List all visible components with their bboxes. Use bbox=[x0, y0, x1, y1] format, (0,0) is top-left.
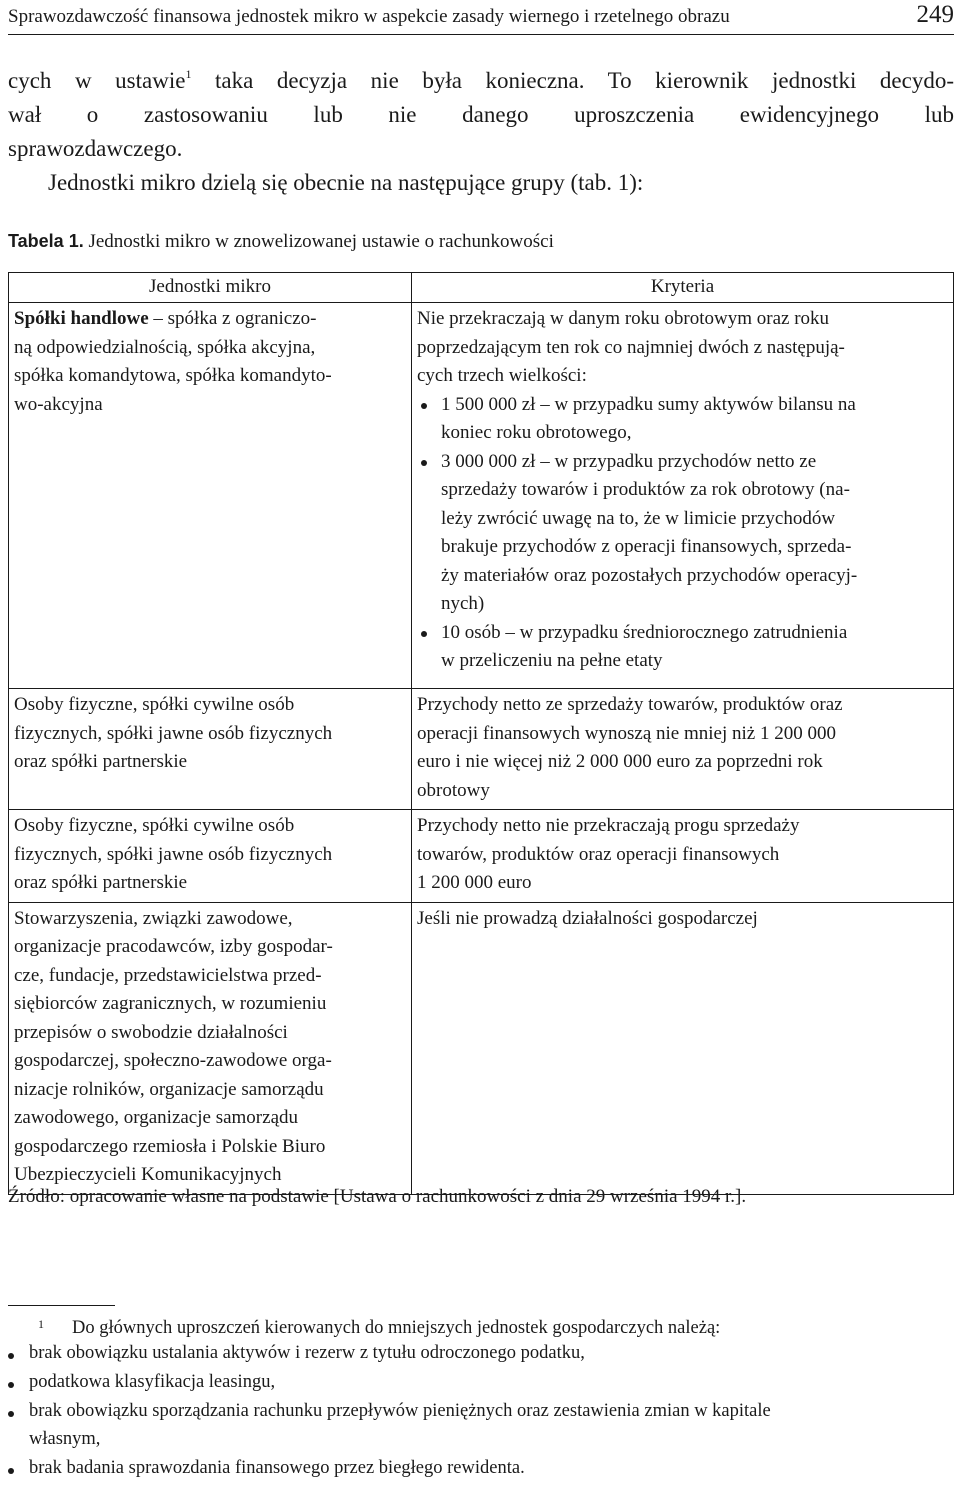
bullet-icon bbox=[8, 1353, 14, 1359]
intro-line-2: wał o zastosowaniu lub nie danego uproszczenia ewidencyjnego lub bbox=[8, 102, 954, 127]
intro-line-3: sprawozdawczego. bbox=[8, 136, 183, 161]
criteria-line: euro i nie więcej niż 2 000 000 euro za poprzedni rok bbox=[417, 751, 823, 772]
entity-line: oraz spółki partnerskie bbox=[14, 751, 188, 772]
intro-paragraph bbox=[8, 64, 954, 166]
criteria-bullet-item bbox=[417, 619, 945, 676]
footnote-intro-text: Do głównych uproszczeń kierowanych do mniejszych jednostek gospodarczych należą: bbox=[72, 1318, 721, 1338]
criteria-bullet-item bbox=[417, 448, 945, 619]
bullet-line: brakuje przychodów z operacji finansowych, sprzeda- bbox=[441, 536, 852, 557]
table-cell-entity bbox=[9, 689, 412, 810]
bullet-icon bbox=[8, 1382, 14, 1388]
table-row bbox=[9, 689, 954, 810]
entity-line: ną odpowiedzialnością, spółka akcyjna, bbox=[14, 336, 316, 358]
bullet-line: koniec roku obrotowego, bbox=[441, 422, 632, 443]
table-cell-criteria bbox=[412, 810, 954, 903]
footnote-reference[interactable]: 1 bbox=[185, 67, 192, 81]
footnote-separator bbox=[8, 1305, 115, 1306]
entity-line: Stowarzyszenia, związki zawodowe, bbox=[14, 907, 293, 929]
criteria-bullet-item bbox=[417, 391, 945, 448]
entity-line: Ubezpieczycieli Komunikacyjnych bbox=[14, 1164, 282, 1185]
column-header-entities: Jednostki mikro bbox=[9, 273, 412, 303]
entity-line: oraz spółki partnerskie bbox=[14, 872, 188, 893]
bullet-line: 10 osób – w przypadku średniorocznego zatrudnienia bbox=[441, 621, 848, 643]
criteria-line: Przychody netto ze sprzedaży towarów, produktów oraz bbox=[417, 694, 843, 715]
intro-line-4: Jednostki mikro dzielą się obecnie na następujące grupy (tab. 1): bbox=[48, 170, 644, 195]
criteria-line: 1 200 000 euro bbox=[417, 872, 532, 893]
entity-line: siębiorców zagranicznych, w rozumieniu bbox=[14, 993, 327, 1014]
table-cell-criteria bbox=[412, 902, 954, 1194]
table-cell-criteria bbox=[412, 303, 954, 689]
running-title: Sprawozdawczość finansowa jednostek mikro w aspekcie zasady wiernego i rzetelnego obrazu bbox=[8, 6, 730, 27]
criteria-line: cych trzech wielkości: bbox=[417, 365, 587, 386]
entity-line: gospodarczej, społeczno-zawodowe orga- bbox=[14, 1050, 332, 1071]
entity-line: Spółki handlowe – spółka z ograniczo- bbox=[14, 308, 317, 329]
table-cell-entity bbox=[9, 303, 412, 689]
table-caption-label: Tabela 1. bbox=[8, 231, 84, 251]
table-cell-entity bbox=[9, 810, 412, 903]
criteria-line: Nie przekraczają w danym roku obrotowym oraz roku bbox=[417, 308, 830, 329]
criteria-line: towarów, produktów oraz operacji finansowych bbox=[417, 843, 780, 865]
bullet-line: leży zwrócić uwagę na to, że w limicie przychodów bbox=[441, 507, 836, 529]
entity-line: Osoby fizyczne, spółki cywilne osób bbox=[14, 815, 295, 836]
bullet-line: 3 000 000 zł – w przypadku przychodów netto ze bbox=[441, 450, 817, 472]
table-source-note: Źródło: opracowanie własne na podstawie [Ustawa o rachunkowości z dnia 29 września 1994 r.]. bbox=[8, 1186, 747, 1207]
bullet-line: w przeliczeniu na pełne etaty bbox=[441, 650, 663, 671]
table-row bbox=[9, 902, 954, 1194]
intro-line-1: cych w ustawie$^1$ taka decyzja nie była konieczna. To kierownik jednostki decydo- bbox=[8, 67, 954, 93]
entity-line: przepisów o swobodzie działalności bbox=[14, 1021, 288, 1043]
entity-line: spółka komandytowa, spółka komandyto- bbox=[14, 365, 332, 386]
table-caption-text: Jednostki mikro w znowelizowanej ustawie o rachunkowości bbox=[83, 231, 554, 252]
criteria-line: poprzedzającym ten rok co najmniej dwóch z następują- bbox=[417, 336, 845, 358]
entity-line: organizacje pracodawców, izby gospodar- bbox=[14, 936, 333, 957]
table-cell-criteria bbox=[412, 689, 954, 810]
table-row bbox=[9, 303, 954, 689]
criteria-line: Jeśli nie prowadzą działalności gospodarczej bbox=[417, 907, 758, 929]
entity-bold-term: Spółki handlowe bbox=[14, 308, 149, 329]
footnote-number: 1 bbox=[38, 1317, 44, 1331]
entity-line: cze, fundacje, przedstawicielstwa przed- bbox=[14, 964, 322, 986]
entity-line: nizacje rolników, organizacje samorządu bbox=[14, 1078, 324, 1100]
bullet-line: sprzedaży towarów i produktów za rok obrotowy (na- bbox=[441, 479, 850, 500]
entity-line: zawodowego, organizacje samorządu bbox=[14, 1107, 298, 1128]
running-header bbox=[8, 0, 954, 35]
bullet-line: 1 500 000 zł – w przypadku sumy aktywów bilansu na bbox=[441, 393, 856, 415]
entity-line: wo-akcyjna bbox=[14, 393, 103, 415]
micro-entities-table bbox=[8, 272, 954, 1195]
bullet-icon bbox=[8, 1411, 14, 1417]
bullet-line: ży materiałów oraz pozostałych przychodów operacyj- bbox=[441, 564, 858, 586]
criteria-line: obrotowy bbox=[417, 779, 490, 801]
table-header-row bbox=[9, 273, 954, 303]
column-header-criteria: Kryteria bbox=[412, 273, 954, 303]
bullet-line: nych) bbox=[441, 593, 485, 614]
entity-line: gospodarczego rzemiosła i Polskie Biuro bbox=[14, 1135, 326, 1157]
page-number: 249 bbox=[916, 1, 954, 28]
intro-paragraph-2 bbox=[48, 166, 948, 200]
criteria-line: Przychody netto nie przekraczają progu sprzedaży bbox=[417, 815, 800, 836]
entity-line: fizycznych, spółki jawne osób fizycznych bbox=[14, 722, 333, 744]
entity-line: Osoby fizyczne, spółki cywilne osób bbox=[14, 694, 295, 715]
table-caption bbox=[8, 231, 554, 253]
table-row bbox=[9, 810, 954, 903]
criteria-line: operacji finansowych wynoszą nie mniej niż 1 200 000 bbox=[417, 722, 836, 744]
bullet-icon bbox=[8, 1468, 14, 1474]
entity-line: fizycznych, spółki jawne osób fizycznych bbox=[14, 843, 333, 865]
table-cell-entity bbox=[9, 902, 412, 1194]
